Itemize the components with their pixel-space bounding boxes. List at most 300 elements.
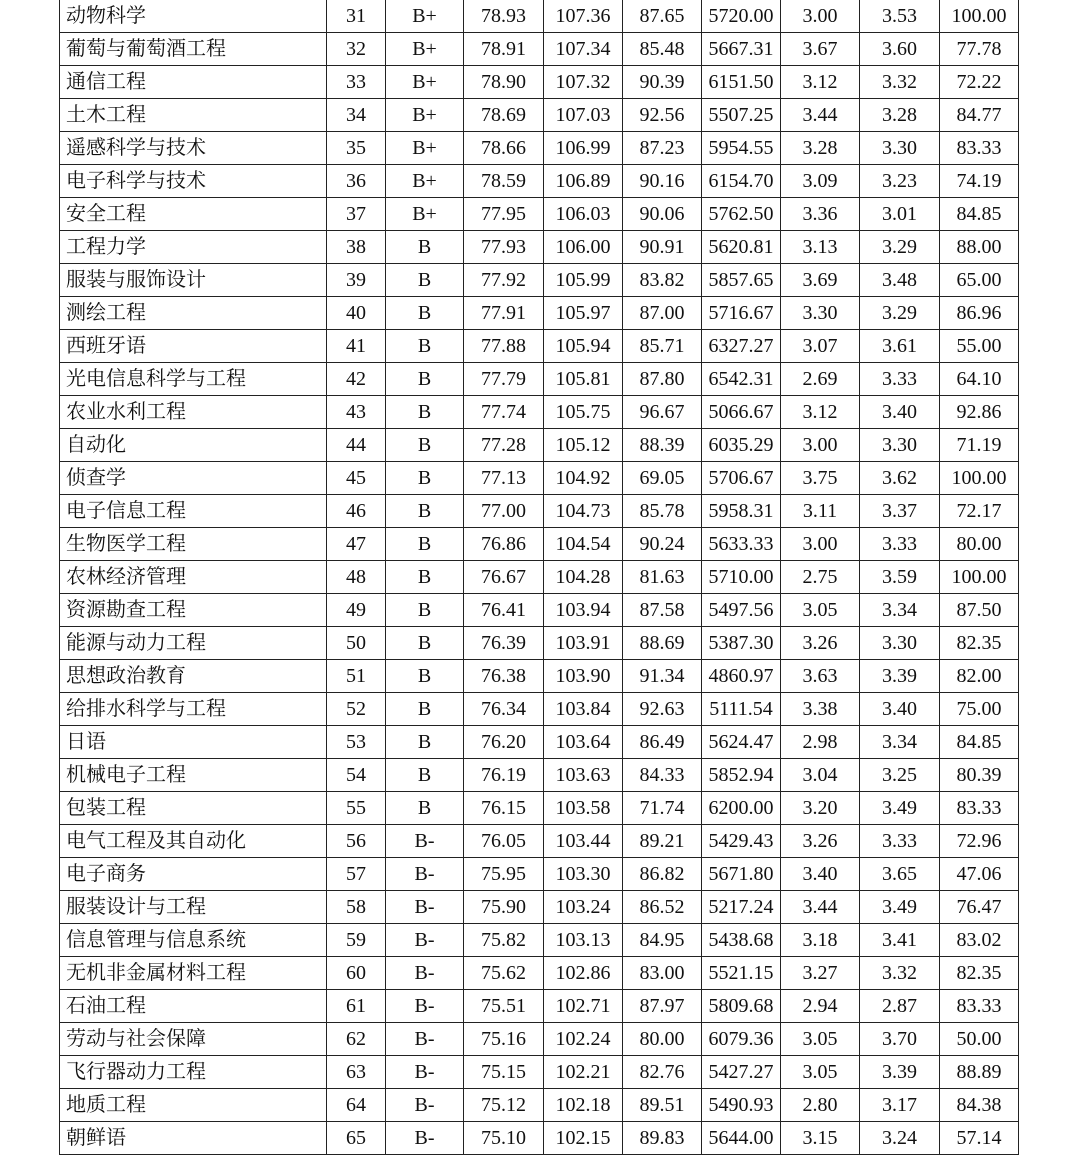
rank-cell: 41: [327, 330, 386, 363]
gpa-b-cell: 3.28: [860, 99, 940, 132]
percent-cell: 100.00: [940, 561, 1019, 594]
salary-cell: 5762.50: [702, 198, 781, 231]
gpa-a-cell: 2.94: [781, 990, 860, 1023]
major-name-cell: 石油工程: [60, 990, 327, 1023]
gpa-a-cell: 3.69: [781, 264, 860, 297]
gpa-b-cell: 3.59: [860, 561, 940, 594]
index-cell: 103.63: [544, 759, 623, 792]
table-row: [60, 759, 1019, 792]
grade-cell: B: [386, 363, 464, 396]
rate-cell: 80.00: [623, 1023, 702, 1056]
percent-cell: 100.00: [940, 0, 1019, 33]
percent-cell: 75.00: [940, 693, 1019, 726]
gpa-b-cell: 3.32: [860, 66, 940, 99]
salary-cell: 5644.00: [702, 1122, 781, 1155]
gpa-b-cell: 3.34: [860, 726, 940, 759]
grade-cell: B: [386, 462, 464, 495]
major-name-cell: 测绘工程: [60, 297, 327, 330]
table-row: [60, 1122, 1019, 1155]
index-cell: 102.21: [544, 1056, 623, 1089]
gpa-b-cell: 3.33: [860, 528, 940, 561]
table-row: [60, 990, 1019, 1023]
gpa-b-cell: 3.39: [860, 1056, 940, 1089]
table-row: [60, 858, 1019, 891]
table-row: [60, 825, 1019, 858]
salary-cell: 5633.33: [702, 528, 781, 561]
percent-cell: 83.33: [940, 990, 1019, 1023]
gpa-b-cell: 3.29: [860, 297, 940, 330]
gpa-a-cell: 2.80: [781, 1089, 860, 1122]
gpa-a-cell: 2.69: [781, 363, 860, 396]
salary-cell: 5710.00: [702, 561, 781, 594]
score-cell: 76.34: [464, 693, 544, 726]
percent-cell: 57.14: [940, 1122, 1019, 1155]
grade-cell: B: [386, 693, 464, 726]
score-cell: 78.59: [464, 165, 544, 198]
score-cell: 77.95: [464, 198, 544, 231]
percent-cell: 76.47: [940, 891, 1019, 924]
grade-cell: B: [386, 264, 464, 297]
rank-cell: 57: [327, 858, 386, 891]
salary-cell: 5667.31: [702, 33, 781, 66]
major-name-cell: 电子信息工程: [60, 495, 327, 528]
rate-cell: 90.16: [623, 165, 702, 198]
major-name-cell: 劳动与社会保障: [60, 1023, 327, 1056]
gpa-a-cell: 3.26: [781, 627, 860, 660]
score-cell: 75.16: [464, 1023, 544, 1056]
grade-cell: B+: [386, 99, 464, 132]
percent-cell: 65.00: [940, 264, 1019, 297]
rate-cell: 92.56: [623, 99, 702, 132]
grade-cell: B-: [386, 1089, 464, 1122]
index-cell: 106.03: [544, 198, 623, 231]
gpa-a-cell: 3.44: [781, 891, 860, 924]
rate-cell: 85.48: [623, 33, 702, 66]
index-cell: 104.73: [544, 495, 623, 528]
rank-cell: 36: [327, 165, 386, 198]
rate-cell: 84.95: [623, 924, 702, 957]
rank-cell: 33: [327, 66, 386, 99]
index-cell: 106.00: [544, 231, 623, 264]
gpa-b-cell: 3.40: [860, 396, 940, 429]
percent-cell: 83.33: [940, 132, 1019, 165]
salary-cell: 5521.15: [702, 957, 781, 990]
salary-cell: 5720.00: [702, 0, 781, 33]
gpa-a-cell: 3.09: [781, 165, 860, 198]
percent-cell: 88.89: [940, 1056, 1019, 1089]
index-cell: 102.18: [544, 1089, 623, 1122]
salary-cell: 5716.67: [702, 297, 781, 330]
gpa-b-cell: 2.87: [860, 990, 940, 1023]
major-name-cell: 农业水利工程: [60, 396, 327, 429]
gpa-b-cell: 3.29: [860, 231, 940, 264]
rate-cell: 81.63: [623, 561, 702, 594]
major-name-cell: 光电信息科学与工程: [60, 363, 327, 396]
salary-cell: 5427.27: [702, 1056, 781, 1089]
rate-cell: 91.34: [623, 660, 702, 693]
percent-cell: 55.00: [940, 330, 1019, 363]
rate-cell: 87.23: [623, 132, 702, 165]
salary-cell: 5954.55: [702, 132, 781, 165]
score-cell: 76.19: [464, 759, 544, 792]
score-cell: 75.15: [464, 1056, 544, 1089]
major-name-cell: 通信工程: [60, 66, 327, 99]
index-cell: 103.84: [544, 693, 623, 726]
table-row: [60, 726, 1019, 759]
gpa-a-cell: 3.38: [781, 693, 860, 726]
percent-cell: 72.17: [940, 495, 1019, 528]
gpa-a-cell: 3.05: [781, 1023, 860, 1056]
table-row: [60, 627, 1019, 660]
salary-cell: 5497.56: [702, 594, 781, 627]
index-cell: 103.91: [544, 627, 623, 660]
rank-cell: 51: [327, 660, 386, 693]
gpa-b-cell: 3.60: [860, 33, 940, 66]
table-row: [60, 165, 1019, 198]
gpa-b-cell: 3.49: [860, 792, 940, 825]
score-cell: 78.93: [464, 0, 544, 33]
rank-cell: 42: [327, 363, 386, 396]
gpa-a-cell: 3.11: [781, 495, 860, 528]
major-name-cell: 无机非金属材料工程: [60, 957, 327, 990]
rank-cell: 55: [327, 792, 386, 825]
index-cell: 105.12: [544, 429, 623, 462]
rank-cell: 50: [327, 627, 386, 660]
rate-cell: 86.52: [623, 891, 702, 924]
table-row: [60, 495, 1019, 528]
rate-cell: 88.39: [623, 429, 702, 462]
grade-cell: B-: [386, 891, 464, 924]
table-row: [60, 0, 1019, 33]
grade-cell: B: [386, 627, 464, 660]
major-name-cell: 侦查学: [60, 462, 327, 495]
gpa-b-cell: 3.53: [860, 0, 940, 33]
score-cell: 75.10: [464, 1122, 544, 1155]
index-cell: 107.36: [544, 0, 623, 33]
index-cell: 105.81: [544, 363, 623, 396]
table-row: [60, 660, 1019, 693]
table-row: [60, 1089, 1019, 1122]
table-row: [60, 396, 1019, 429]
salary-cell: 5620.81: [702, 231, 781, 264]
rank-cell: 59: [327, 924, 386, 957]
major-name-cell: 飞行器动力工程: [60, 1056, 327, 1089]
salary-cell: 5958.31: [702, 495, 781, 528]
score-cell: 75.90: [464, 891, 544, 924]
gpa-a-cell: 3.26: [781, 825, 860, 858]
rank-cell: 35: [327, 132, 386, 165]
salary-cell: 5387.30: [702, 627, 781, 660]
index-cell: 105.94: [544, 330, 623, 363]
gpa-b-cell: 3.48: [860, 264, 940, 297]
gpa-b-cell: 3.24: [860, 1122, 940, 1155]
grade-cell: B: [386, 792, 464, 825]
index-cell: 107.03: [544, 99, 623, 132]
grade-cell: B-: [386, 1056, 464, 1089]
table-row: [60, 957, 1019, 990]
score-cell: 76.86: [464, 528, 544, 561]
major-name-cell: 日语: [60, 726, 327, 759]
index-cell: 106.99: [544, 132, 623, 165]
major-name-cell: 葡萄与葡萄酒工程: [60, 33, 327, 66]
grade-cell: B+: [386, 66, 464, 99]
rate-cell: 90.24: [623, 528, 702, 561]
gpa-a-cell: 3.75: [781, 462, 860, 495]
rate-cell: 83.82: [623, 264, 702, 297]
salary-cell: 5809.68: [702, 990, 781, 1023]
major-name-cell: 信息管理与信息系统: [60, 924, 327, 957]
major-name-cell: 自动化: [60, 429, 327, 462]
percent-cell: 92.86: [940, 396, 1019, 429]
major-name-cell: 生物医学工程: [60, 528, 327, 561]
major-name-cell: 工程力学: [60, 231, 327, 264]
percent-cell: 82.00: [940, 660, 1019, 693]
major-name-cell: 土木工程: [60, 99, 327, 132]
grade-cell: B+: [386, 132, 464, 165]
grade-cell: B: [386, 297, 464, 330]
score-cell: 76.67: [464, 561, 544, 594]
index-cell: 102.24: [544, 1023, 623, 1056]
rate-cell: 89.21: [623, 825, 702, 858]
table-row: [60, 132, 1019, 165]
index-cell: 107.34: [544, 33, 623, 66]
grade-cell: B: [386, 726, 464, 759]
score-cell: 75.12: [464, 1089, 544, 1122]
gpa-a-cell: 3.04: [781, 759, 860, 792]
percent-cell: 72.22: [940, 66, 1019, 99]
score-cell: 77.28: [464, 429, 544, 462]
ranking-table: [59, 0, 1019, 1155]
table-row: [60, 33, 1019, 66]
rank-cell: 39: [327, 264, 386, 297]
rate-cell: 71.74: [623, 792, 702, 825]
major-name-cell: 包装工程: [60, 792, 327, 825]
gpa-a-cell: 3.30: [781, 297, 860, 330]
rank-cell: 58: [327, 891, 386, 924]
salary-cell: 4860.97: [702, 660, 781, 693]
table-row: [60, 462, 1019, 495]
index-cell: 104.28: [544, 561, 623, 594]
index-cell: 106.89: [544, 165, 623, 198]
table-row: [60, 198, 1019, 231]
gpa-b-cell: 3.33: [860, 363, 940, 396]
table-row: [60, 429, 1019, 462]
table-row: [60, 1056, 1019, 1089]
percent-cell: 84.38: [940, 1089, 1019, 1122]
salary-cell: 6035.29: [702, 429, 781, 462]
salary-cell: 6079.36: [702, 1023, 781, 1056]
rank-cell: 45: [327, 462, 386, 495]
percent-cell: 87.50: [940, 594, 1019, 627]
score-cell: 75.95: [464, 858, 544, 891]
percent-cell: 72.96: [940, 825, 1019, 858]
rate-cell: 89.83: [623, 1122, 702, 1155]
major-name-cell: 遥感科学与技术: [60, 132, 327, 165]
table-row: [60, 891, 1019, 924]
index-cell: 103.24: [544, 891, 623, 924]
major-name-cell: 机械电子工程: [60, 759, 327, 792]
rank-cell: 61: [327, 990, 386, 1023]
percent-cell: 74.19: [940, 165, 1019, 198]
gpa-b-cell: 3.39: [860, 660, 940, 693]
salary-cell: 5671.80: [702, 858, 781, 891]
rank-cell: 38: [327, 231, 386, 264]
rate-cell: 90.39: [623, 66, 702, 99]
rank-cell: 32: [327, 33, 386, 66]
rank-cell: 37: [327, 198, 386, 231]
percent-cell: 88.00: [940, 231, 1019, 264]
rate-cell: 90.91: [623, 231, 702, 264]
gpa-a-cell: 3.67: [781, 33, 860, 66]
major-name-cell: 服装与服饰设计: [60, 264, 327, 297]
gpa-b-cell: 3.40: [860, 693, 940, 726]
index-cell: 104.54: [544, 528, 623, 561]
index-cell: 107.32: [544, 66, 623, 99]
grade-cell: B: [386, 429, 464, 462]
table-row: [60, 693, 1019, 726]
table-row: [60, 297, 1019, 330]
score-cell: 77.92: [464, 264, 544, 297]
percent-cell: 77.78: [940, 33, 1019, 66]
gpa-b-cell: 3.33: [860, 825, 940, 858]
major-name-cell: 给排水科学与工程: [60, 693, 327, 726]
index-cell: 103.30: [544, 858, 623, 891]
gpa-b-cell: 3.65: [860, 858, 940, 891]
major-name-cell: 朝鲜语: [60, 1122, 327, 1155]
salary-cell: 5852.94: [702, 759, 781, 792]
salary-cell: 6542.31: [702, 363, 781, 396]
gpa-a-cell: 3.12: [781, 396, 860, 429]
rate-cell: 90.06: [623, 198, 702, 231]
major-name-cell: 地质工程: [60, 1089, 327, 1122]
percent-cell: 50.00: [940, 1023, 1019, 1056]
gpa-b-cell: 3.30: [860, 627, 940, 660]
rank-cell: 53: [327, 726, 386, 759]
gpa-b-cell: 3.23: [860, 165, 940, 198]
rank-cell: 52: [327, 693, 386, 726]
gpa-a-cell: 3.28: [781, 132, 860, 165]
gpa-a-cell: 2.75: [781, 561, 860, 594]
gpa-a-cell: 3.63: [781, 660, 860, 693]
rate-cell: 88.69: [623, 627, 702, 660]
table-row: [60, 1023, 1019, 1056]
score-cell: 77.79: [464, 363, 544, 396]
percent-cell: 86.96: [940, 297, 1019, 330]
grade-cell: B: [386, 495, 464, 528]
salary-cell: 6151.50: [702, 66, 781, 99]
percent-cell: 100.00: [940, 462, 1019, 495]
score-cell: 75.82: [464, 924, 544, 957]
rate-cell: 87.58: [623, 594, 702, 627]
percent-cell: 71.19: [940, 429, 1019, 462]
score-cell: 78.91: [464, 33, 544, 66]
rate-cell: 87.80: [623, 363, 702, 396]
rank-cell: 40: [327, 297, 386, 330]
score-cell: 77.88: [464, 330, 544, 363]
gpa-a-cell: 3.40: [781, 858, 860, 891]
major-name-cell: 西班牙语: [60, 330, 327, 363]
rate-cell: 83.00: [623, 957, 702, 990]
grade-cell: B+: [386, 165, 464, 198]
index-cell: 105.99: [544, 264, 623, 297]
rate-cell: 87.65: [623, 0, 702, 33]
score-cell: 76.38: [464, 660, 544, 693]
gpa-a-cell: 3.18: [781, 924, 860, 957]
grade-cell: B+: [386, 33, 464, 66]
score-cell: 78.90: [464, 66, 544, 99]
grade-cell: B-: [386, 1023, 464, 1056]
gpa-a-cell: 2.98: [781, 726, 860, 759]
gpa-b-cell: 3.25: [860, 759, 940, 792]
table-row: [60, 528, 1019, 561]
index-cell: 105.97: [544, 297, 623, 330]
rank-cell: 34: [327, 99, 386, 132]
rate-cell: 85.78: [623, 495, 702, 528]
table-row: [60, 561, 1019, 594]
rank-cell: 64: [327, 1089, 386, 1122]
percent-cell: 82.35: [940, 627, 1019, 660]
grade-cell: B: [386, 330, 464, 363]
rank-cell: 43: [327, 396, 386, 429]
salary-cell: 5857.65: [702, 264, 781, 297]
rank-cell: 44: [327, 429, 386, 462]
salary-cell: 5066.67: [702, 396, 781, 429]
salary-cell: 5490.93: [702, 1089, 781, 1122]
rate-cell: 89.51: [623, 1089, 702, 1122]
salary-cell: 6200.00: [702, 792, 781, 825]
grade-cell: B: [386, 528, 464, 561]
gpa-a-cell: 3.05: [781, 594, 860, 627]
salary-cell: 5706.67: [702, 462, 781, 495]
percent-cell: 64.10: [940, 363, 1019, 396]
table-row: [60, 792, 1019, 825]
table-row: [60, 363, 1019, 396]
grade-cell: B-: [386, 924, 464, 957]
salary-cell: 5624.47: [702, 726, 781, 759]
rank-cell: 56: [327, 825, 386, 858]
table-row: [60, 594, 1019, 627]
major-name-cell: 电气工程及其自动化: [60, 825, 327, 858]
rank-cell: 63: [327, 1056, 386, 1089]
major-name-cell: 服装设计与工程: [60, 891, 327, 924]
salary-cell: 5429.43: [702, 825, 781, 858]
rate-cell: 84.33: [623, 759, 702, 792]
percent-cell: 83.33: [940, 792, 1019, 825]
table-row: [60, 99, 1019, 132]
score-cell: 77.93: [464, 231, 544, 264]
gpa-a-cell: 3.20: [781, 792, 860, 825]
rate-cell: 86.49: [623, 726, 702, 759]
rank-cell: 31: [327, 0, 386, 33]
major-name-cell: 农林经济管理: [60, 561, 327, 594]
grade-cell: B-: [386, 990, 464, 1023]
rank-cell: 62: [327, 1023, 386, 1056]
index-cell: 104.92: [544, 462, 623, 495]
percent-cell: 82.35: [940, 957, 1019, 990]
table-row: [60, 231, 1019, 264]
percent-cell: 84.77: [940, 99, 1019, 132]
rank-cell: 48: [327, 561, 386, 594]
rate-cell: 86.82: [623, 858, 702, 891]
rank-cell: 47: [327, 528, 386, 561]
gpa-a-cell: 3.12: [781, 66, 860, 99]
rank-cell: 60: [327, 957, 386, 990]
score-cell: 76.20: [464, 726, 544, 759]
score-cell: 77.91: [464, 297, 544, 330]
gpa-a-cell: 3.44: [781, 99, 860, 132]
major-name-cell: 动物科学: [60, 0, 327, 33]
percent-cell: 80.39: [940, 759, 1019, 792]
